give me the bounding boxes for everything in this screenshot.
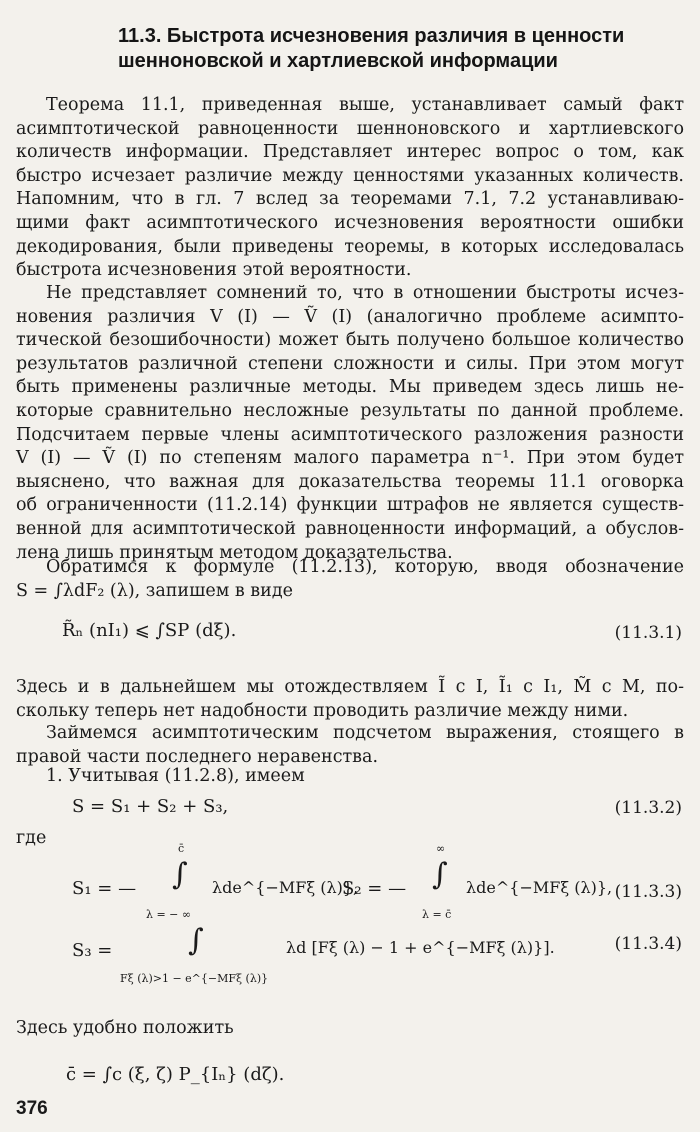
text-line: венной для асимптотической равноценности информаций, а обуслов- [16,518,684,539]
convenient-text: Здесь удобно положить [16,1018,234,1038]
integral-sign-s2: ∫ [432,857,448,892]
text-line: Займемся асимптотическим подсчетом выражения, стоящего в [46,723,684,743]
s2-lhs: S₂ = — [342,878,407,899]
text-line: тической безошибочности) может быть получено большое количество [16,330,684,351]
text-line: Напомним, что в гл. 7 вслед за теоремами 7.1, 7.2 устанавливаю- [16,189,684,210]
s3-lower-limit: Fξ (λ)>1 − e^{−MFξ (λ)} [120,972,269,985]
s1-lhs: S₁ = — [72,878,137,899]
text-line: V (I) — Ṽ (I) по степеням малого параметра n⁻¹. При этом будет [16,448,684,469]
equation-number: (11.3.2) [614,798,682,818]
s1-lower-limit: λ = − ∞ [146,908,192,921]
title-line-1: 11.3. Быстрота исчезновения различия в ценности [118,25,625,47]
text-line: об ограниченности (11.2.14) функции штрафов не является существ- [16,495,684,516]
s1-integrand: λde^{−MFξ (λ)}, [212,878,359,897]
equation-number: (11.3.3) [614,882,682,902]
text-line: Обратимся к формуле (11.2.13), которую, вводя обозначение [46,557,684,577]
page-number: 376 [16,1098,48,1119]
s2-lower-limit: λ = c̄ [422,908,452,921]
text-line: быстрота исчезновения этой вероятности. [16,260,412,281]
text-line: новения различия V (I) — Ṽ (I) (аналогично проблеме асимпто- [16,306,684,327]
equation-11-3-1: R̃ₙ (nI₁) ⩽ ∫SP (dξ). [62,620,237,641]
text-line: правой части последнего неравенства. [16,746,379,767]
paragraph-5 [16,722,684,769]
paragraph-1 [16,94,684,283]
item-1-text: 1. Учитывая (11.2.8), имеем [46,766,305,786]
s1-upper-limit: c̄ [178,842,185,855]
integral-sign-s1: ∫ [172,857,188,892]
equation-11-3-2: S = S₁ + S₂ + S₃, [72,796,229,817]
s3-integrand: λd [Fξ (λ) − 1 + e^{−MFξ (λ)}]. [286,938,555,957]
s2-integrand: λde^{−MFξ (λ)}, [466,878,613,897]
text-line: скольку теперь нет надобности проводить различие между ними. [16,700,629,721]
text-line: быстро исчезает различие между ценностями указанных количеств. [16,165,684,186]
text-line: выяснено, что важная для доказательства теоремы 11.1 оговорка [16,471,684,492]
text-line: щими факт асимптотического исчезновения вероятности ошибки [16,212,684,233]
section-title [118,24,624,74]
text-line: количеств информации. Представляет интерес вопрос о том, как [16,142,684,163]
equation-number: (11.3.1) [614,623,682,643]
text-line: результатов различной степени сложности и силы. При этом могут [16,353,684,374]
equation-c-bar: c̄ = ∫c (ξ, ζ) P_{Iₙ} (dζ). [66,1064,285,1085]
integral-sign-s3: ∫ [188,923,204,958]
text-line: декодирования, были приведены теоремы, в которых исследовалась [16,236,684,257]
s2-upper-limit: ∞ [436,842,446,855]
text-line: быть применены различные методы. Мы приведем здесь лишь не- [16,377,684,398]
s3-lhs: S₃ = [72,940,113,961]
paragraph-3 [16,556,684,603]
text-line: лена лишь принятым методом доказательства. [16,542,453,563]
text-line: асимптотической равноценности шенноновского и хартлиевского [16,118,684,139]
paragraph-2 [16,282,684,565]
text-line: S = ∫λdF₂ (λ), запишем в виде [16,580,293,601]
text-line: Подсчитаем первые члены асимптотического разложения разности [16,424,684,445]
title-line-2: шенноновской и хартлиевской информации [118,50,558,72]
text-line: которые сравнительно несложные результаты по данной проблеме. [16,400,684,421]
where-word: где [16,828,47,848]
text-line: Не представляет сомнений то, что в отношении быстроты исчез- [46,283,684,303]
equation-number: (11.3.4) [614,934,682,954]
paragraph-4 [16,676,684,723]
text-line: Теорема 11.1, приведенная выше, устанавливает самый факт [46,95,684,115]
text-line: Здесь и в дальнейшем мы отождествляем Ĩ с I, Ĩ₁ с I₁, M̃ с M, по- [16,677,684,697]
